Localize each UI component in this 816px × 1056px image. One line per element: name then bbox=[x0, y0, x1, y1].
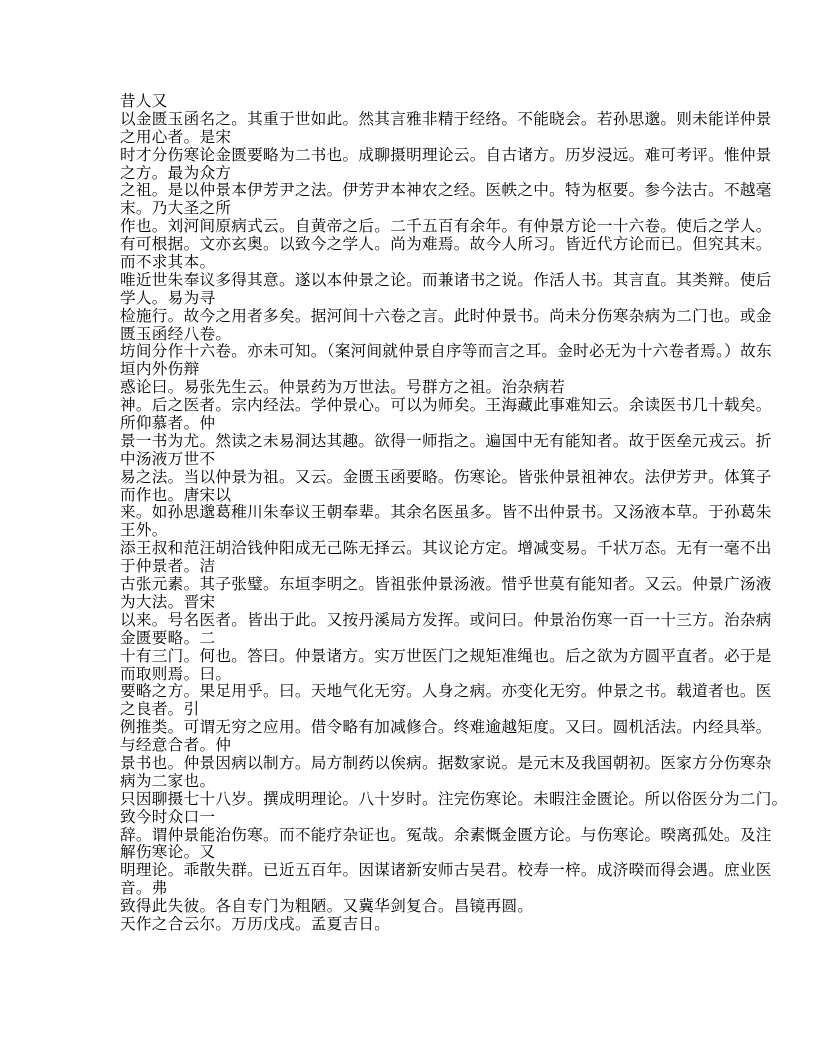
text-line: 十有三门。何也。答曰。仲景诸方。实万世医门之规矩准绳也。后之欲为方圆平直者。必于是 bbox=[120, 646, 772, 665]
text-line: 古张元素。其子张璧。东垣李明之。皆祖张仲景汤液。惜乎世莫有能知者。又云。仲景广汤液 bbox=[120, 575, 772, 594]
text-line: 而不求其本。 bbox=[120, 253, 216, 272]
text-line: 明理论。乖散失群。已近五百年。因谋诸新安师古吴君。校寿一梓。成济暌而得会遇。庶业医 bbox=[120, 861, 772, 880]
text-line: 添王叔和范汪胡洽钱仲阳成无己陈无择云。其议论方定。增减变易。千状万态。无有一毫不出 bbox=[120, 539, 772, 558]
text-line: 致今时众口一 bbox=[120, 807, 216, 826]
text-line: 金匮要略。二 bbox=[120, 628, 216, 647]
text-line: 而取则焉。曰。 bbox=[120, 664, 232, 683]
text-line: 作也。刘河间原病式云。自黄帝之后。二千五百有余年。有仲景方论一十六卷。使后之学人。 bbox=[120, 217, 772, 236]
text-line: 来。如孙思邈葛稚川朱奉议王朝奉辈。其余名医虽多。皆不出仲景书。又汤液本草。于孙葛朱 bbox=[120, 503, 772, 522]
text-line: 学人。易为寻 bbox=[120, 288, 216, 307]
text-line: 例推类。可谓无穷之应用。借令略有加减修合。终难逾越矩度。又曰。圆机活法。内经具举。 bbox=[120, 718, 772, 737]
text-line: 所仰慕者。仲 bbox=[120, 414, 216, 433]
text-line: 神。后之医者。宗内经法。学仲景心。可以为师矣。王海藏此事难知云。余读医书几十载矣。 bbox=[120, 396, 772, 415]
text-line: 天作之合云尔。万历戊戌。孟夏吉日。 bbox=[120, 914, 391, 933]
text-line: 中汤液万世不 bbox=[120, 449, 216, 468]
text-line: 之良者。引 bbox=[120, 700, 200, 719]
text-line: 病为二家也。 bbox=[120, 771, 216, 790]
text-line: 昔人又 bbox=[120, 92, 168, 110]
text-line: 垣内外伤辩 bbox=[120, 360, 200, 379]
text-line: 辞。谓仲景能治伤寒。而不能疗杂证也。冤哉。余素慨金匮方论。与伤寒论。暌离孤处。及注 bbox=[120, 825, 772, 844]
text-line: 惑论曰。易张先生云。仲景药为万世法。号群方之祖。治杂病若 bbox=[120, 378, 566, 397]
text-line: 有可根据。文亦玄奥。以致今之学人。尚为难焉。故今人所习。皆近代方论而已。但究其末。 bbox=[120, 235, 772, 254]
text-line: 坊间分作十六卷。亦未可知。（案河间就仲景自序等而言之耳。金时必无为十六卷者焉。）故东 bbox=[120, 342, 772, 361]
text-line: 只因聊摄七十八岁。撰成明理论。八十岁时。注完伤寒论。未暇注金匮论。所以俗医分为二门。 bbox=[120, 789, 788, 808]
text-line: 末。乃大圣之所 bbox=[120, 199, 232, 218]
text-line: 于仲景者。洁 bbox=[120, 557, 216, 576]
text-line: 以来。号名医者。皆出于此。又按丹溪局方发挥。或问曰。仲景治伤寒一百一十三方。治杂病 bbox=[120, 610, 772, 629]
text-line: 唯近世朱奉议多得其意。遂以本仲景之论。而兼诸书之说。作活人书。其言直。其类辩。使后 bbox=[120, 270, 772, 289]
text-line: 之方。最为众方 bbox=[120, 163, 232, 182]
text-line: 致得此失彼。各自专门为粗陋。又冀华剑复合。昌镜再圆。 bbox=[120, 897, 534, 916]
text-line: 音。弗 bbox=[120, 879, 168, 898]
text-line: 景一书为尤。然读之未易洞达其趣。欲得一师指之。遍国中无有能知者。故于医垒元戎云。折 bbox=[120, 431, 772, 450]
text-line: 与经意合者。仲 bbox=[120, 736, 232, 755]
text-line: 景书也。仲景因病以制方。局方制药以俟病。据数家说。是元末及我国朝初。医家方分伤寒杂 bbox=[120, 753, 772, 772]
text-line: 以金匮玉函名之。其重于世如此。然其言雅非精于经络。不能晓会。若孙思邈。则未能详仲景 bbox=[120, 109, 772, 128]
text-line: 王外。 bbox=[120, 521, 168, 540]
text-line: 要略之方。果足用乎。曰。天地气化无穷。人身之病。亦变化无穷。仲景之书。载道者也。医 bbox=[120, 682, 772, 701]
text-line: 检施行。故今之用者多矣。据河间十六卷之言。此时仲景书。尚未分伤寒杂病为二门也。或金 bbox=[120, 306, 772, 325]
text-line: 解伤寒论。又 bbox=[120, 843, 216, 862]
text-line: 之祖。是以仲景本伊芳尹之法。伊芳尹本神农之经。医帙之中。特为枢要。参今法古。不越毫 bbox=[120, 181, 772, 200]
text-line: 为大法。晋宋 bbox=[120, 592, 216, 611]
text-line: 易之法。当以仲景为祖。又云。金匮玉函要略。伤寒论。皆张仲景祖神农。法伊芳尹。体箕子 bbox=[120, 467, 772, 486]
text-line: 时才分伤寒论金匮要略为二书也。成聊摄明理论云。自古诸方。历岁浸远。难可考评。惟仲景 bbox=[120, 145, 772, 164]
text-line: 匮玉函经八卷。 bbox=[120, 324, 232, 343]
document-page bbox=[120, 92, 788, 934]
text-line: 之用心者。是宋 bbox=[120, 127, 232, 146]
text-line: 而作也。唐宋以 bbox=[120, 485, 232, 504]
